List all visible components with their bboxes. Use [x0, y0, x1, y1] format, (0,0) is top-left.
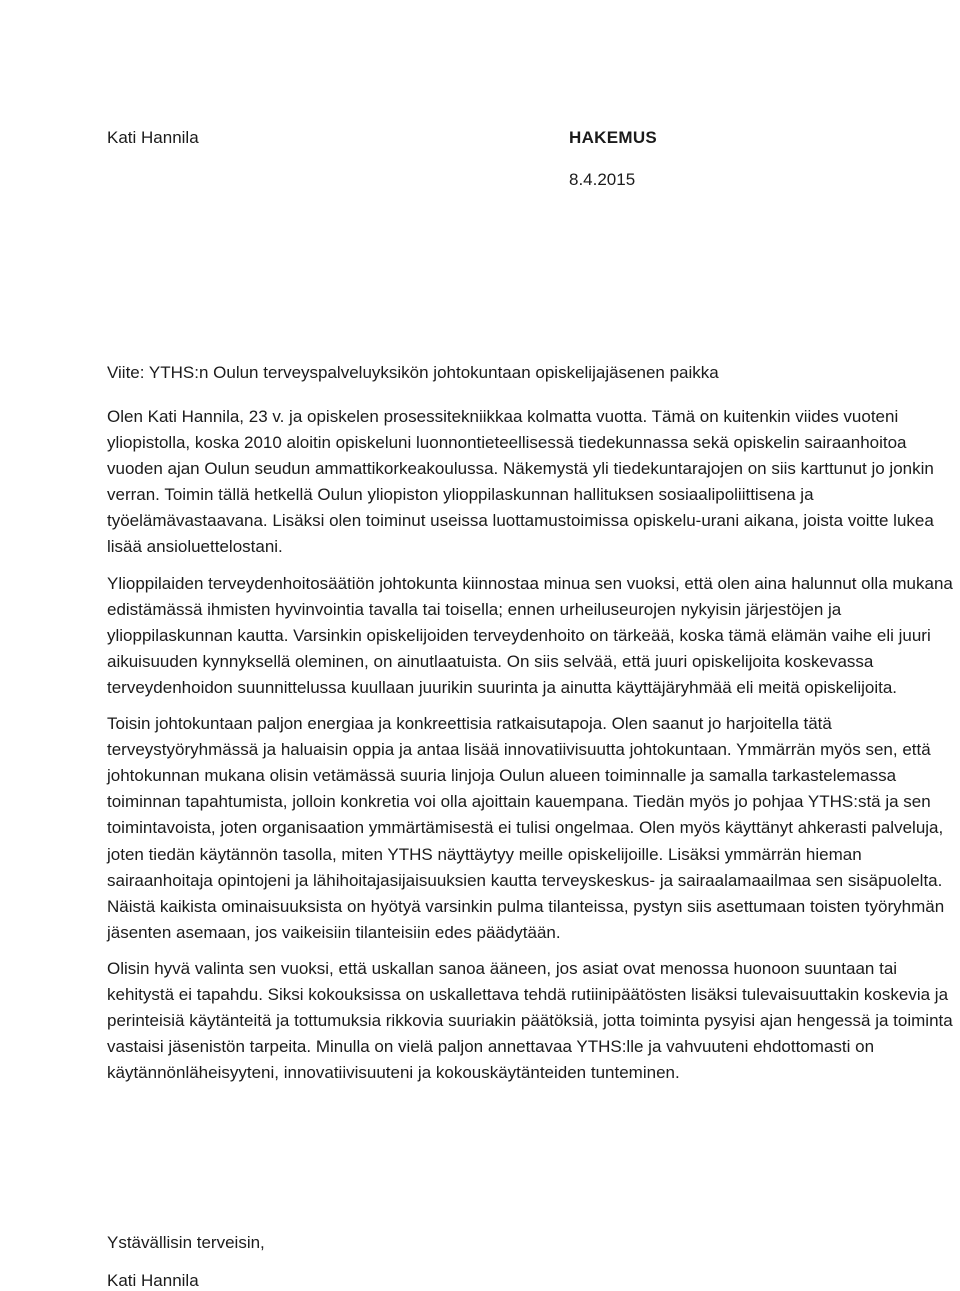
document-date: 8.4.2015	[569, 170, 636, 189]
paragraph: Toisin johtokuntaan paljon energiaa ja konkreettisia ratkaisutapoja. Olen saanut jo harjoitella tätä terveystyöryhmässä ja haluaisin oppia ja antaa lisää innovatiivisuutta johtokuntaan. Ymmärrän myös sen, että johtokunnan mukana olisin vetämässä suuria linjoja Oulun alueen toiminnalle ja samalla tarkastelemassa toiminnan tapahtumista, jolloin konkretia voi olla ajoittain kauempana. Tiedän myös jo pohjaa YTHS:stä ja sen toimintavoista, joten organisaation ymmärtämisestä ei tulisi ongelmaa. Olen myös käyttänyt ahkerasti palveluja, joten tiedän käytännön tasolla, miten YTHS näyttäytyy meille opiskelijoille. Lisäksi ymmärrän hieman sairaanhoitaja opintojeni ja lähihoitajasijaisuuksien kautta terveyskeskus- ja sairaalamaailmaa sen sisäpuolelta. Näistä kaikista ominaisuuksista on hyötyä varsinkin pulma tilanteissa, pystyn siis asettumaan toisten työryhmän jäsenten asemaan, jos vaikeisiin tilanteisiin edes päädytään.	[107, 714, 945, 942]
subject-line: Viite: YTHS:n Oulun terveyspalveluyksikön johtokuntaan opiskelijajäsenen paikka	[107, 363, 719, 382]
letter-body	[107, 404, 953, 1096]
document-type: HAKEMUS	[569, 128, 658, 147]
paragraph: Olisin hyvä valinta sen vuoksi, että uskallan sanoa ääneen, jos asiat ovat menossa huonoon suuntaan tai kehitystä ei tapahdu. Siksi kokouksissa on uskallettava tehdä rutiinipäätösten lisäksi tulevaisuuttakin koskevia ja perinteisiä käytänteitä ja tottumuksia rikkovia suuriakin päätöksiä, jotta toiminta pysyisi ajan hengessä ja toiminta vastaisi jäsenistön tarpeita. Minulla on vielä paljon annettavaa YTHS:lle ja vahvuuteni ehdottomasti on käytännönläheisyyteni, innovatiivisuuteni ja kokouskäytänteiden tunteminen.	[107, 958, 953, 1083]
paragraph: Ylioppilaiden terveydenhoitosäätiön johtokunta kiinnostaa minua sen vuoksi, että olen aina halunnut olla mukana edistämässä ihmisten hyvinvointia tavalla tai toisella; ennen urheiluseurojen nykyisin järjestöjen ja ylioppilaskunnan kautta. Varsinkin opiskelijoiden terveydenhoito on tärkeää, koska tämä elämän vaihe eli juuri aikuisuuden kynnyksellä oleminen, on ainutlaatuista. On siis selvää, että juuri opiskelijoita koskevassa terveydenhoidon suunnittelussa kuullaan juurikin suurinta ja ainutta käyttäjäryhmää eli meitä opiskelijoita.	[107, 573, 953, 697]
paragraph: Olen Kati Hannila, 23 v. ja opiskelen prosessitekniikkaa kolmatta vuotta. Tämä on kuitenkin viides vuoteni yliopistolla, koska 2010 aloitin opiskeluni luonnontieteellisessä tiedekunnassa sekä opiskelin sairaanhoitoa vuoden ajan Oulun seudun ammattikorkeakoulussa. Näkemystä yli tiedekuntarajojen on siis karttunut jo jonkin verran. Toimin tällä hetkellä Oulun yliopiston ylioppilaskunnan hallituksen sosiaalipoliittisena ja työelämävastaavana. Lisäksi olen toiminut useissa luottamustoimissa opiskelu-urani aikana, joista voitte lukea lisää ansioluettelostani.	[107, 407, 934, 557]
closing-line: Ystävällisin terveisin,	[107, 1233, 265, 1252]
author-name: Kati Hannila	[107, 128, 199, 147]
signature-name: Kati Hannila	[107, 1271, 199, 1290]
